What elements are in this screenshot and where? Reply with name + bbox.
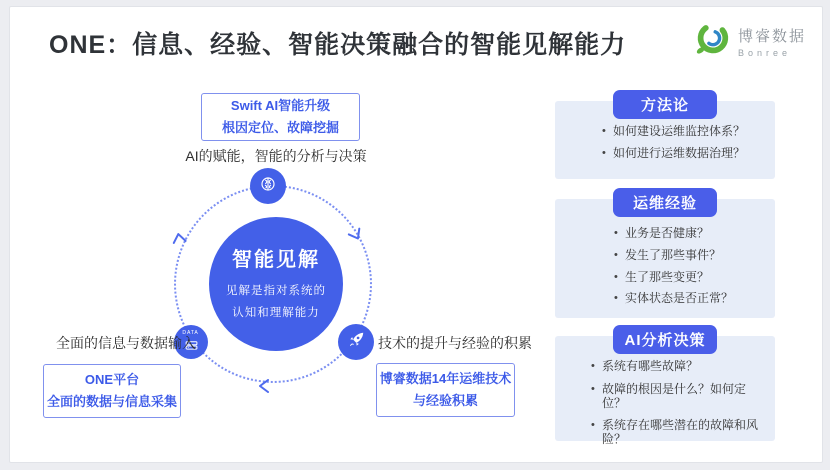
center-circle (209, 217, 343, 351)
panel-ai-decision-tab: AI分析决策 (613, 325, 717, 354)
bonree-logo-icon (693, 20, 731, 63)
top-caption: AI的赋能，智能的分析与决策 (185, 148, 367, 164)
panel-ops-experience-tab: 运维经验 (613, 188, 717, 217)
one-platform-box-line1: ONE平台 (84, 372, 140, 388)
center-circle-title: 智能见解 (232, 249, 320, 272)
chevron-left-icon (256, 378, 272, 394)
panel-methodology (555, 97, 775, 179)
one-platform-box (43, 364, 181, 418)
page-title: ONE：信息、经验、智能决策融合的智能见解能力 (49, 31, 627, 59)
bonree-logo-text (738, 25, 806, 58)
panel-ops-experience (555, 195, 775, 318)
list-item: • 系统有哪些故障？ (602, 360, 769, 374)
list-item: • 业务是否健康？ (625, 227, 769, 241)
list-item: • 如何建设运维监控体系？ (613, 125, 769, 139)
list-item: • 故障的根因是什么？如何定位？ (602, 383, 769, 411)
swift-ai-box (201, 93, 360, 141)
ai-brain-node (250, 168, 286, 204)
left-caption: 全面的信息与数据输入 (56, 335, 196, 351)
bonree-experience-box (376, 363, 515, 417)
center-circle-desc-line2: 认知和理解能力 (232, 307, 320, 319)
one-platform-box-line2: 全面的数据与信息采集 (46, 394, 177, 409)
slide (9, 6, 823, 463)
list-item: • 如何进行运维数据治理？ (613, 147, 769, 161)
logo-name: 博睿数据 (737, 28, 806, 45)
bonree-experience-box-line2: 与经验积累 (412, 393, 478, 408)
chevron-up-icon (170, 229, 189, 248)
list-item: • 系统存在哪些潜在的故障和风险？ (602, 419, 769, 447)
bonree-experience-box-line1: 博睿数据14年运维技术 (379, 371, 512, 387)
data-node-label: DATA (182, 329, 200, 336)
right-caption: 技术的提升与经验的积累 (378, 335, 532, 351)
list-item: • 生了那些变更？ (625, 271, 769, 285)
panel-ai-decision (555, 332, 775, 447)
rocket-icon (347, 330, 366, 354)
center-circle-desc-line1: 见解是指对系统的 (226, 285, 326, 298)
bonree-logo (693, 20, 806, 63)
brain-icon (258, 174, 278, 199)
panel-methodology-tab: 方法论 (613, 90, 717, 119)
list-item: • 实体状态是否正常？ (625, 292, 769, 306)
swift-ai-box-line1: Swift AI智能升级 (230, 98, 331, 114)
list-item: • 发生了那些事件？ (625, 249, 769, 263)
logo-subtitle: Bonree (737, 48, 792, 58)
rocket-node (338, 324, 374, 360)
swift-ai-box-line2: 根因定位、故障挖掘 (221, 120, 339, 135)
